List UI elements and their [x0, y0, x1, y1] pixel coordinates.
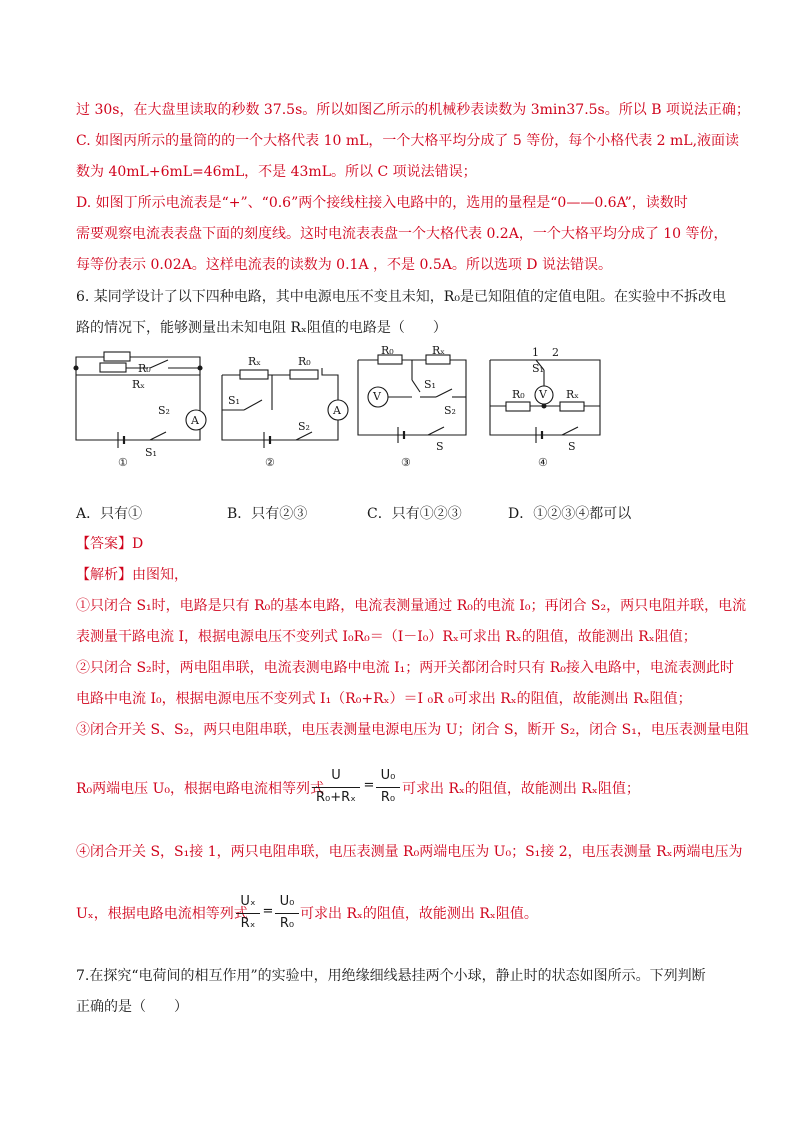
- explanation-label: 【解析】由图知，: [76, 567, 188, 583]
- resistor-rx: [100, 363, 126, 372]
- c3-label-meter: V: [373, 390, 381, 403]
- c4-label-rx: Rₓ: [566, 388, 579, 401]
- resistor-r0-4: [506, 402, 530, 411]
- explanation-4b: Uₓ，根据电路电流相等列式: [76, 906, 248, 922]
- c2-label-rx: Rₓ: [248, 355, 261, 368]
- c3-label-s1: S₁: [424, 378, 436, 391]
- switch-s-4: [562, 427, 578, 435]
- formula-1-num: U: [331, 768, 341, 783]
- text-line-5: 需要观察电流表表盘下面的刻度线。这时电流表表盘一个大格代表 0.2A，一个大格平均分成了 10 等份，: [76, 226, 728, 242]
- text-line-4: D. 如图丁所示电流表是“+”、“0.6”两个接线柱接入电路中的，选用的量程是“0——0.6A”，读数时: [76, 195, 688, 211]
- c3-number: ③: [401, 456, 411, 469]
- c1-label-s1: S₁: [145, 446, 157, 459]
- option-d[interactable]: D．①②③④都可以: [508, 506, 632, 522]
- text-line-2: C. 如图丙所示的量筒的的一个大格代表 10 mL，一个大格平均分成了 5 等份，每个小格代表 2 mL,液面读: [76, 133, 740, 149]
- resistor-r0-2: [290, 370, 318, 379]
- circuit-4: [490, 360, 600, 443]
- c1-label-r0: R₀: [138, 362, 151, 375]
- explanation-3a: ③闭合开关 S、S₂，两只电阻串联，电压表测量电源电压为 U；闭合 S，断开 S₂，闭合 S₁，电压表测量电阻: [76, 722, 749, 738]
- formula-2-den2: R₀: [279, 916, 295, 931]
- c3-label-r0: R₀: [381, 344, 394, 357]
- formula-2-den: Rₓ: [240, 916, 256, 931]
- c2-label-s1: S₁: [228, 394, 240, 407]
- circuit-2: [222, 368, 348, 448]
- question-6-line-1: 6. 某同学设计了以下四种电路，其中电源电压不变且未知，R₀是已知阻值的定值电阻。在实验中不拆改电: [76, 289, 726, 305]
- c2-label-meter: A: [333, 404, 341, 417]
- text-line-3: 数为 40mL+6mL=46mL，不是 43mL。所以 C 项说法错误；: [76, 164, 477, 180]
- explanation-1a: ①只闭合 S₁时，电路是只有 R₀的基本电路，电流表测量通过 R₀的电流 I₀；再闭合 S₂，两只电阻并联，电流: [76, 598, 747, 614]
- text-line-1: 过 30s，在大盘里读取的秒数 37.5s。所以如图乙所示的机械秒表读数为 3min37.5s。所以 B 项说法正确；: [76, 102, 750, 118]
- c4-label-2: 2: [552, 346, 559, 359]
- c2-label-r0: R₀: [298, 355, 311, 368]
- formula-1: [312, 768, 410, 818]
- formula-2-num: Uₓ: [240, 894, 256, 909]
- resistor-rx-4: [560, 402, 584, 411]
- c2-number: ②: [265, 456, 275, 469]
- c4-label-s1: S₁: [532, 362, 544, 375]
- c1-label-rx: Rₓ: [132, 378, 145, 391]
- switch-s2-3: [436, 389, 452, 397]
- formula-1-num2: U₀: [380, 768, 396, 783]
- c1-label-s2: S₂: [158, 404, 170, 417]
- c3-label-s2: S₂: [444, 404, 456, 417]
- question-7-line-2: 正确的是（ ）: [76, 999, 188, 1015]
- formula-2-eq: =: [262, 904, 274, 919]
- explanation-3c: 可求出 Rₓ的阻值，故能测出 Rₓ阻值；: [402, 781, 640, 797]
- c3-label-s: S: [436, 440, 444, 453]
- question-6-line-2: 路的情况下，能够测量出未知电阻 Rₓ阻值的电路是（ ）: [76, 320, 447, 336]
- option-c[interactable]: C．只有①②③: [367, 506, 462, 522]
- c2-label-s2: S₂: [298, 420, 310, 433]
- answer-label: 【答案】D: [76, 536, 144, 552]
- formula-1-eq: =: [363, 778, 375, 793]
- option-a[interactable]: A．只有①: [76, 506, 143, 522]
- c4-number: ④: [538, 456, 548, 469]
- explanation-4c: 可求出 Rₓ的阻值，故能测出 Rₓ阻值。: [300, 906, 538, 922]
- c4-label-r0: R₀: [512, 388, 525, 401]
- formula-1-den2: R₀: [380, 790, 396, 805]
- c3-label-rx: Rₓ: [432, 344, 445, 357]
- explanation-2a: ②只闭合 S₂时，两电阻串联，电流表测电路中电流 I₁；两开关都闭合时只有 R₀接入电路中，电流表测此时: [76, 660, 734, 676]
- explanation-3b: R₀两端电压 U₀，根据电路电流相等列式: [76, 781, 325, 797]
- option-b[interactable]: B．只有②③: [227, 506, 308, 522]
- question-7-line-1: 7.在探究“电荷间的相互作用”的实验中，用绝缘细线悬挂两个小球，静止时的状态如图所示。下列判断: [76, 968, 706, 984]
- c4-label-meter: V: [539, 388, 547, 401]
- switch-s2: [150, 360, 168, 368]
- formula-1-den: R₀+Rₓ: [316, 790, 356, 805]
- c1-number: ①: [118, 456, 128, 469]
- text-line-6: 每等份表示 0.02A。这样电流表的读数为 0.1A ，不是 0.5A。所以选项 D 说法错误。: [76, 257, 612, 273]
- switch-s2-2: [296, 432, 312, 440]
- c1-label-meter: A: [191, 414, 199, 427]
- explanation-2b: 电路中电流 I₀，根据电源电压不变列式 I₁（R₀+Rₓ）＝I ₀R ₀可求出 Rₓ的阻值，故能测出 Rₓ阻值；: [76, 691, 692, 707]
- switch-s1-2: [244, 400, 262, 410]
- formula-2: [236, 894, 300, 944]
- switch-s1-3: [412, 380, 420, 392]
- c4-label-1: 1: [532, 346, 539, 359]
- resistor-r0: [104, 352, 130, 361]
- explanation-4a: ④闭合开关 S，S₁接 1，两只电阻串联，电压表测量 R₀两端电压为 U₀；S₁接 2，电压表测量 Rₓ两端电压为: [76, 844, 743, 860]
- c4-label-s: S: [568, 440, 576, 453]
- switch-s-3: [428, 427, 444, 435]
- formula-2-num2: U₀: [279, 894, 295, 909]
- resistor-rx-2: [240, 370, 268, 379]
- explanation-1b: 表测量干路电流 I，根据电源电压不变列式 I₀R₀＝（I－I₀）Rₓ可求出 Rₓ的阻值，故能测出 Rₓ阻值；: [76, 629, 697, 645]
- switch-s1: [150, 432, 166, 440]
